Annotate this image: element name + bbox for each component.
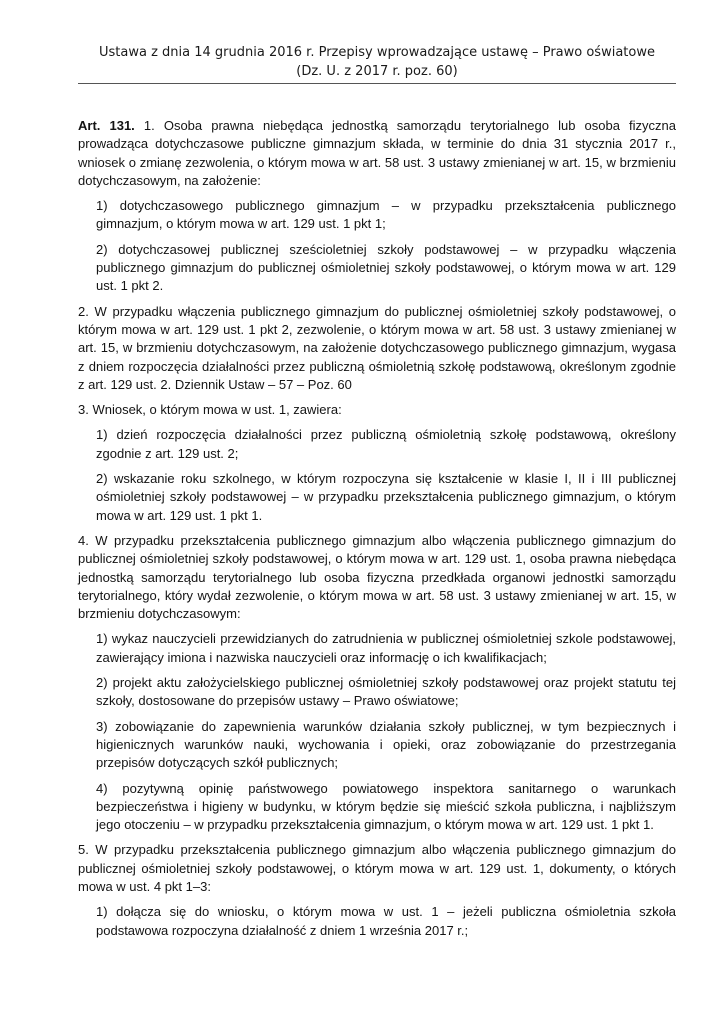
list-item: 2) projekt aktu założycielskiego publicznej ośmioletniej szkoły podstawowej oraz projekt statutu tej szkoły, dostosowane do przepisów ustawy – Prawo oświatowe; — [96, 675, 676, 709]
section-4: 4. W przypadku przekształcenia publicznego gimnazjum albo włączenia publicznego gimnazjum do publicznej ośmioletniej szkoły podstawowej, o którym mowa w art. 129 ust. 1, osoba prawna niebędąca jednostką samorządu terytorialnego lub osoba fizyczna przedkłada organowi jednostki samorządu terytorialnego, który wydał zezwolenie, o którym mowa w art. 58 ust. 3 ustawy zmienianej w art. 15, w brzmieniu dotychczasowym: — [78, 532, 676, 622]
section-5: 5. W przypadku przekształcenia publicznego gimnazjum albo włączenia publicznego gimnazjum do publicznej ośmioletniej szkoły podstawowej, o którym mowa w art. 129 ust. 1, dokumenty, o których mowa w ust. 4 pkt 1–3: — [78, 842, 676, 894]
list-item: 1) dzień rozpoczęcia działalności przez publiczną ośmioletnią szkołę podstawową, określony zgodnie z art. 129 ust. 2; — [96, 427, 676, 461]
section-1-intro — [78, 117, 676, 190]
article-body — [78, 117, 676, 947]
header-citation: (Dz. U. z 2017 r. poz. 60) — [296, 64, 458, 79]
list-item: 1) dotychczasowego publicznego gimnazjum – w przypadku przekształcenia publicznego gimnazjum, o którym mowa w art. 129 ust. 1 pkt 1; — [96, 198, 676, 232]
page-header — [78, 43, 676, 81]
list-item: 1) wykaz nauczycieli przewidzianych do zatrudnienia w publicznej ośmioletniej szkole podstawowej, zawierający imiona i nazwiska nauczycieli oraz informację o ich kwalifikacjach; — [96, 631, 676, 665]
list-item: 2) wskazanie roku szkolnego, w którym rozpoczyna się kształcenie w klasie I, II i III publicznej ośmioletniej szkoły podstawowej – w przypadku przekształcenia publicznego gimnazjum, o którym mowa w art. 129 ust. 1 pkt 1. — [96, 471, 676, 523]
list-item: 4) pozytywną opinię państwowego powiatowego inspektora sanitarnego o warunkach bezpieczeństwa i higieny w budynku, w którym będzie się mieścić szkoła publiczna, i najbliższym jego otoczeniu – w przypadku przekształcenia gimnazjum, o którym mowa w art. 129 ust. 1 pkt 1. — [96, 780, 676, 833]
list-item: 1) dołącza się do wniosku, o którym mowa w ust. 1 – jeżeli publiczna ośmioletnia szkoła podstawowa rozpoczyna działalność z dniem 1 września 2017 r.; — [96, 904, 676, 938]
article-number: Art. 131. — [78, 118, 135, 133]
list-item: 2) dotychczasowej publicznej sześcioletniej szkoły podstawowej – w przypadku włączenia publicznego gimnazjum do publicznej ośmioletniej szkoły podstawowej, o którym mowa w art. 129 ust. 1 pkt 2. — [96, 241, 676, 294]
section-2: 2. W przypadku włączenia publicznego gimnazjum do publicznej ośmioletniej szkoły podstawowej, o którym mowa w art. 129 ust. 1 pkt 2, zezwolenie, o którym mowa w art. 58 ust. 3 ustawy zmienianej w art. 15, w brzmieniu dotychczasowym, na założenie dotychczasowego publicznego gimnazjum, wygasa z dniem rozpoczęcia działalności przez publiczną ośmioletnią szkołę podstawową, określonym zgodnie z art. 129 ust. 2. Dziennik Ustaw – 57 – Poz. 60 — [78, 303, 676, 392]
header-title: Ustawa z dnia 14 grudnia 2016 r. Przepisy wprowadzające ustawę – Prawo oświatowe — [99, 45, 655, 60]
header-divider — [78, 83, 676, 84]
section-1-text: 1. Osoba prawna niebędąca jednostką samorządu terytorialnego lub osoba fizyczna prowadząca dotychczasowe publiczne gimnazjum składa, w terminie do dnia 31 stycznia 2017 r., wniosek o zmianę zezwolenia, o którym mowa w art. 58 ust. 3 ustawy zmienianej w art. 15, w brzmieniu dotychczasowym, na założenie: — [78, 118, 676, 188]
section-3: 3. Wniosek, o którym mowa w ust. 1, zawiera: — [78, 402, 342, 418]
list-item: 3) zobowiązanie do zapewnienia warunków działania szkoły publicznej, w tym bezpiecznych i higienicznych warunków nauki, wychowania i opieki, oraz zobowiązanie do przestrzegania przepisów dotyczących szkół publicznych; — [96, 718, 676, 771]
